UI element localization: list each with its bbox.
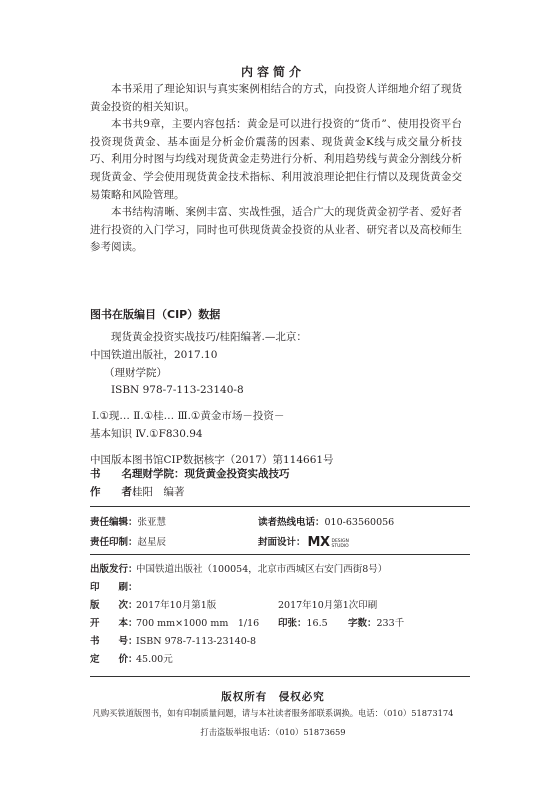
book-author-row: [90, 484, 462, 502]
editor-label: 责任编辑：: [90, 517, 138, 528]
divider: [90, 676, 470, 677]
cip-line: 中国版本图书馆CIP数据核字（2017）第114661号: [90, 453, 334, 466]
summary-paragraph: 本书共9章，主要内容包括：黄金是可以进行投资的“货币”、使用投资平台投资现货黄金、基本面是分析金价震荡的因素、现货黄金K线与成交量分析技巧、利用分时图与均线对现货黄金走势进行分析、利用趋势线与黄金分割线分析现货黄金、学会使用现货黄金技术指标、利用波浪理论把住行情以及现货黄金交易策略和风险管理。: [90, 118, 462, 201]
isbn-value: ISBN 978-7-113-23140-8: [136, 636, 256, 647]
sheets-label: 印张：: [278, 618, 307, 629]
publisher-value: 中国铁道出版社（100054，北京市西城区右安门西街8号）: [136, 564, 388, 575]
cip-title: 图书在版编目（CIP）数据: [90, 308, 221, 321]
sheets-value: 16.5: [306, 618, 328, 629]
isbn-label: 书 号：: [90, 636, 138, 647]
summary-paragraph: 本书采用了理论知识与真实案例相结合的方式，向投资人详细地介绍了现货黄金投资的相关知识。: [90, 83, 462, 113]
price-value: 45.00元: [136, 654, 173, 665]
cip-block: [90, 329, 470, 470]
book-info: [90, 466, 462, 502]
book-author: 桂阳 编著: [132, 486, 185, 498]
staff-row: [90, 534, 470, 554]
printing-supervisor-label: 责任印制：: [90, 537, 138, 548]
book-title-label: 书 名：: [90, 468, 143, 480]
words-label: 字数：: [348, 618, 377, 629]
edition-label: 版 次：: [90, 600, 138, 611]
publisher-label: 出版发行：: [90, 564, 138, 575]
piracy-report-line: 打击盗版举报电话：（010）51873659: [200, 727, 346, 737]
cip-line: 基本知识 Ⅳ.①F830.94: [90, 427, 203, 440]
cip-line: ISBN 978-7-113-23140-8: [111, 384, 244, 397]
divider: [90, 506, 470, 507]
format-label: 开 本：: [90, 618, 138, 629]
printing-value: 2017年10月第1次印刷: [278, 600, 378, 611]
book-title-row: [90, 466, 462, 484]
cip-line: 中国铁道出版社，2017.10: [90, 348, 218, 361]
cip-line: 现货黄金投资实战技巧/桂阳编著.—北京：: [111, 331, 307, 343]
publication-info: [90, 561, 470, 669]
format-value: 700 mm×1000 mm 1/16: [136, 618, 260, 629]
editor-name: 张亚慧: [137, 517, 167, 528]
staff-block: [90, 514, 470, 554]
hotline-label: 读者热线电话：: [258, 517, 325, 528]
summary-title: 内容简介: [240, 65, 305, 79]
divider: [90, 554, 470, 555]
words-value: 233千: [376, 618, 405, 629]
edition-value: 2017年10月第1版: [136, 600, 217, 611]
cip-line: Ⅰ.①现… Ⅱ.①桂… Ⅲ.①黄金市场－投资－: [92, 410, 285, 423]
printing-supervisor-name: 赵星辰: [137, 537, 167, 548]
summary-body: [90, 81, 462, 257]
design-studio-logo: MX DESIGN STUDIO: [307, 535, 349, 550]
staff-row: [90, 514, 470, 534]
book-title: 理财学院：现货黄金投资实战技巧: [132, 468, 290, 480]
summary-paragraph: 本书结构清晰、案例丰富、实战性强，适合广大的现货黄金初学者、爱好者进行投资的入门学习，同时也可供现货黄金投资的从业者、研究者以及高校师生参考阅读。: [90, 206, 462, 254]
quality-notice: 凡购买铁道版图书，如有印制质量问题，请与本社读者服务部联系调换。电话：（010）51873174: [92, 708, 454, 718]
hotline-number: 010-63560056: [324, 517, 395, 528]
price-label: 定 价：: [90, 654, 138, 665]
rights-title: 版权所有 侵权必究: [221, 691, 325, 703]
cip-line: （理财学院）: [104, 366, 167, 379]
book-author-label: 作 者：: [90, 486, 143, 498]
cover-design-label: 封面设计：: [258, 537, 306, 548]
print-label: 印 刷：: [90, 582, 138, 593]
